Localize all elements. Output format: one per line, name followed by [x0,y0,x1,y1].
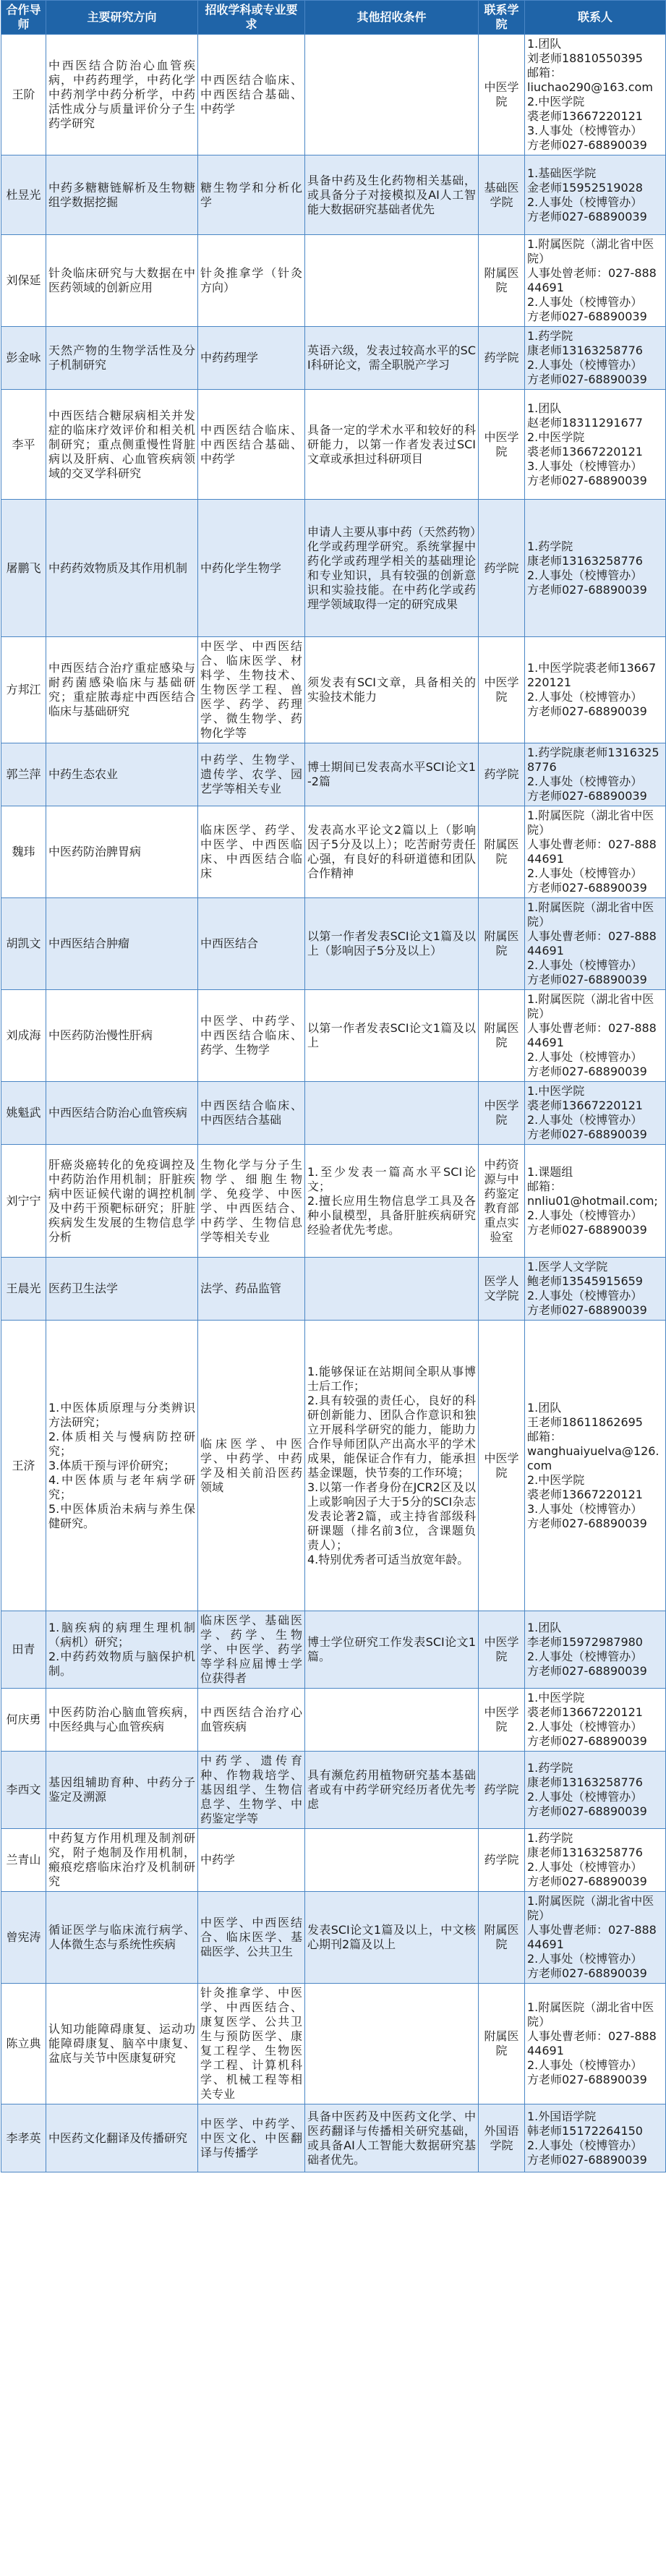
cell-major: 糖生物学和分析化学 [198,155,305,235]
cell-mentor: 田青 [1,1611,46,1689]
cell-contact: 1.附属医院（湖北省中医院） 人事处曹老师：027-88844691 2.人事处（校博管办） 方老师027-68890039 [525,990,666,1082]
cell-major: 中药学、遗传育种、作物栽培学、基因组学、生物信息学、生物学、中药鉴定学等 [198,1752,305,1829]
header-college: 联系学院 [479,1,525,35]
cell-direction: 中西医结合肿瘤 [46,898,198,990]
cell-mentor: 李西文 [1,1752,46,1829]
cell-contact: 1.附属医院（湖北省中医院） 人事处曾老师：027-88844691 2.人事处（校博管办） 方老师027-68890039 [525,235,666,327]
header-direction: 主要研究方向 [46,1,198,35]
table-row [1,898,666,990]
table-row [1,35,666,155]
table-row [1,1984,666,2104]
table-row [1,1611,666,1689]
cell-direction: 中药多糖糖链解析及生物糖组学数据挖掘 [46,155,198,235]
header-contact: 联系人 [525,1,666,35]
cell-mentor: 方邦江 [1,637,46,743]
cell-direction: 1.脑疾病的病理生理机制（病机）研究； 2.中药药效物质与脑保护机制。 [46,1611,198,1689]
cell-major: 针灸推拿学、中医学、中西医结合、康复医学、公共卫生与预防医学、康复工程学、生物医学工程、计算机科学、机械工程等相关专业 [198,1984,305,2104]
cell-major: 临床医学、药学、中医学、中西医临床、中西医结合临床 [198,806,305,898]
cell-college: 基础医学院 [479,155,525,235]
cell-direction: 医药卫生法学 [46,1258,198,1321]
cell-mentor: 陈立典 [1,1984,46,2104]
cell-contact: 1.附属医院（湖北省中医院） 人事处曹老师：027-88844691 2.人事处（校博管办） 方老师027-68890039 [525,806,666,898]
table-row [1,1752,666,1829]
cell-major: 生物化学与分子生物学、细胞生物学、免疫学、中医学、中西医结合、中药学、生物信息学等相关专业 [198,1145,305,1258]
cell-conditions [305,1082,479,1145]
table-row [1,1689,666,1752]
cell-major: 临床医学、基础医学、药学、生物学、中医学、药学等学科应届博士学位获得者 [198,1611,305,1689]
cell-college: 中医学院 [479,1321,525,1611]
table-row [1,806,666,898]
cell-conditions: 英语六级，发表过较高水平的SCI科研论文，需全职脱产学习 [305,327,479,390]
cell-direction: 肝癌炎癌转化的免疫调控及中药防治作用机制；肝脏疾病中医证候代谢的调控机制及中药干预靶标研究；肝脏疾病发生发展的生物信息学分析 [46,1145,198,1258]
cell-college: 附属医院 [479,1892,525,1984]
cell-direction: 中医药文化翻译及传播研究 [46,2104,198,2172]
cell-college: 药学院 [479,743,525,806]
cell-mentor: 何庆勇 [1,1689,46,1752]
cell-contact: 1.附属医院（湖北省中医院） 人事处曹老师：027-88844691 2.人事处（校博管办） 方老师027-68890039 [525,1984,666,2104]
cell-mentor: 魏玮 [1,806,46,898]
cell-mentor: 曾宪涛 [1,1892,46,1984]
cell-conditions: 具备一定的学术水平和较好的科研能力，以第一作者发表过SCI文章或承担过科研项目 [305,390,479,500]
cell-college: 附属医院 [479,1984,525,2104]
cell-contact: 1.外国语学院 韩老师15172264150 2.人事处（校博管办） 方老师027-68890039 [525,2104,666,2172]
cell-college: 附属医院 [479,990,525,1082]
cell-conditions [305,1689,479,1752]
cell-college: 中医学院 [479,35,525,155]
cell-direction: 中西医结合防治心血管疾病 [46,1082,198,1145]
cell-conditions [305,35,479,155]
cell-major: 中西医结合治疗心血管疾病 [198,1689,305,1752]
table-row [1,155,666,235]
cell-conditions: 具备中药及生化药物相关基础，或具备分子对接模拟及AI人工智能大数据研究基础者优先 [305,155,479,235]
cell-conditions: 1.能够保证在站期间全职从事博士后工作； 2.具有较强的责任心，良好的科研创新能力、团队合作意识和独立开展科学研究的能力，能助力合作导师团队产出高水平的学术成果，能保证合作有力，能承担基金课题，快节奏的工作环境； 3.以第一作者身份在JCR2区及以上或影响因子大于5分的SCI杂志发表论著2篇，或主持省部级科研课题（排名前3位，含课题负责人）； 4.特别优秀者可适当放宽年龄。 [305,1321,479,1611]
cell-major: 针灸推拿学（针灸方向） [198,235,305,327]
table-row [1,743,666,806]
cell-contact: 1.中医学院裘老师13667220121 2.人事处（校博管办） 方老师027-68890039 [525,637,666,743]
table-row [1,1082,666,1145]
table-row [1,235,666,327]
cell-major: 临床医学、中医学、中药学、中药学及相关前沿医药领域 [198,1321,305,1611]
cell-contact: 1.基础医学院 金老师15952519028 2.人事处（校博管办） 方老师027-68890039 [525,155,666,235]
cell-conditions: 申请人主要从事中药（天然药物）化学或药理学研究。系统掌握中药化学或药理学相关的基础理论和专业知识，具有较强的创新意识和实验技能。在中药化学或药理学领域取得一定的研究成果 [305,500,479,637]
cell-conditions: 博士学位研究工作发表SCI论文1篇。 [305,1611,479,1689]
cell-contact: 1.药学院 康老师13163258776 2.人事处（校博管办） 方老师027-68890039 [525,1829,666,1892]
cell-direction: 1.中医体质原理与分类辨识方法研究； 2.体质相关与慢病防控研究； 3.体质干预与评价研究； 4.中医体质与老年病学研究； 5.中医体质治未病与养生保健研究。 [46,1321,198,1611]
cell-mentor: 李平 [1,390,46,500]
cell-direction: 中药药效物质及其作用机制 [46,500,198,637]
cell-mentor: 姚魁武 [1,1082,46,1145]
cell-conditions: 博士期间已发表高水平SCI论文1-2篇 [305,743,479,806]
cell-direction: 天然产物的生物学活性及分子机制研究 [46,327,198,390]
cell-college: 中医学院 [479,1082,525,1145]
cell-contact: 1.团队 王老师18611862695 邮箱： wanghuaiyuelva@126.com 2.中医学院 裘老师13667220121 3.人事处（校博管办） 方老师027-68890039 [525,1321,666,1611]
cell-contact: 1.课题组 邮箱： nnliu01@hotmail.com; 2.人事处（校博管办） 方老师027-68890039 [525,1145,666,1258]
cell-conditions: 以第一作者发表SCI论文1篇及以上 [305,990,479,1082]
table-row [1,1892,666,1984]
cell-contact: 1.中医学院 裘老师13667220121 2.人事处（校博管办） 方老师027-68890039 [525,1689,666,1752]
cell-conditions [305,1258,479,1321]
cell-direction: 中药复方作用机理及制剂研究，附子炮制及作用机制，瘢痕疙瘩临床治疗及机制研究 [46,1829,198,1892]
cell-direction: 中药生态农业 [46,743,198,806]
cell-major: 中药药理学 [198,327,305,390]
cell-college: 附属医院 [479,806,525,898]
cell-college: 药学院 [479,1829,525,1892]
cell-college: 药学院 [479,500,525,637]
cell-conditions: 须发表有SCI文章，具备相关的实验技术能力 [305,637,479,743]
cell-major: 中医学、中药学、中医文化、中医翻译与传播学 [198,2104,305,2172]
cell-direction: 循证医学与临床流行病学、人体微生态与系统性疾病 [46,1892,198,1984]
cell-mentor: 刘成海 [1,990,46,1082]
cell-college: 医学人文学院 [479,1258,525,1321]
table-row [1,327,666,390]
header-conditions: 其他招收条件 [305,1,479,35]
table-row [1,1321,666,1611]
cell-contact: 1.团队 刘老师18810550395 邮箱： liuchao290@163.com 2.中医学院 裘老师13667220121 3.人事处（校博管办） 方老师027-68890039 [525,35,666,155]
cell-direction: 中西医结合糖尿病相关并发症的临床疗效评价和相关机制研究；重点侧重慢性肾脏病以及肝病、心血管疾病领域的交叉学科研究 [46,390,198,500]
cell-direction: 中医药防治心脑血管疾病，中医经典与心血管疾病 [46,1689,198,1752]
table-row [1,2104,666,2172]
table-row [1,500,666,637]
cell-college: 中医学院 [479,390,525,500]
header-mentor: 合作导师 [1,1,46,35]
cell-contact: 1.附属医院（湖北省中医院） 人事处曹老师：027-88844691 2.人事处（校博管办） 方老师027-68890039 [525,898,666,990]
cell-conditions [305,235,479,327]
cell-direction: 基因组辅助育种、中药分子鉴定及溯源 [46,1752,198,1829]
cell-mentor: 彭金咏 [1,327,46,390]
cell-conditions: 1.至少发表一篇高水平SCI论文； 2.擅长应用生物信息学工具及各种小鼠模型，具备肝脏疾病研究经验者优先考虑。 [305,1145,479,1258]
cell-conditions [305,1984,479,2104]
cell-college: 中药资源与中药鉴定教育部重点实验室 [479,1145,525,1258]
cell-mentor: 屠鹏飞 [1,500,46,637]
cell-college: 药学院 [479,327,525,390]
cell-major: 中医学、中药学、中西医结合临床、药学、生物学 [198,990,305,1082]
cell-direction: 中西医结合治疗重症感染与耐药菌感染临床与基础研究；重症脓毒症中西医结合临床与基础研究 [46,637,198,743]
cell-major: 中医学、中西医结合、临床医学、材料学、生物技术、生物医学工程、兽医学、药学、药理学、微生物学、药物化学等 [198,637,305,743]
cell-contact: 1.药学院 康老师13163258776 2.人事处（校博管办） 方老师027-68890039 [525,327,666,390]
table-header-row [1,1,666,35]
cell-direction: 认知功能障碍康复、运动功能障碍康复、脑卒中康复、盆底与关节中医康复研究 [46,1984,198,2104]
cell-mentor: 刘宁宁 [1,1145,46,1258]
cell-college: 外国语学院 [479,2104,525,2172]
cell-contact: 1.药学院 康老师13163258776 2.人事处（校博管办） 方老师027-68890039 [525,1752,666,1829]
cell-major: 中药学、生物学、遗传学、农学、园艺学等相关专业 [198,743,305,806]
cell-direction: 中医药防治慢性肝病 [46,990,198,1082]
cell-conditions [305,1829,479,1892]
cell-direction: 针灸临床研究与大数据在中医药领域的创新应用 [46,235,198,327]
table-row [1,1258,666,1321]
cell-conditions: 以第一作者发表SCI论文1篇及以上（影响因子5分及以上） [305,898,479,990]
table-row [1,1145,666,1258]
cell-major: 中西医结合 [198,898,305,990]
cell-major: 中西医结合临床、中西医结合基础、中药学 [198,390,305,500]
cell-college: 中医学院 [479,1611,525,1689]
cell-college: 药学院 [479,1752,525,1829]
cell-contact: 1.附属医院（湖北省中医院） 人事处曹老师：027-88844691 2.人事处（校博管办） 方老师027-68890039 [525,1892,666,1984]
cell-major: 中药学 [198,1829,305,1892]
table-row [1,390,666,500]
cell-mentor: 王晨光 [1,1258,46,1321]
cell-major: 法学、药品监管 [198,1258,305,1321]
cell-contact: 1.团队 李老师15972987980 2.人事处（校博管办） 方老师027-68890039 [525,1611,666,1689]
cell-contact: 1.团队 赵老师18311291677 2.中医学院 裘老师13667220121 3.人事处（校博管办） 方老师027-68890039 [525,390,666,500]
cell-mentor: 李孝英 [1,2104,46,2172]
cell-college: 附属医院 [479,235,525,327]
cell-mentor: 刘保延 [1,235,46,327]
cell-mentor: 王阶 [1,35,46,155]
cell-contact: 1.药学院康老师13163258776 2.人事处（校博管办） 方老师027-68890039 [525,743,666,806]
cell-major: 中西医结合临床、中西医结合基础、中药学 [198,35,305,155]
cell-conditions: 具备中医药及中医药文化学、中医药翻译与传播相关研究基础，或具备AI人工智能大数据研究基础者优先。 [305,2104,479,2172]
cell-major: 中医学、中西医结合、临床医学、基础医学、公共卫生 [198,1892,305,1984]
cell-conditions: 发表高水平论文2篇以上（影响因子5分及以上）；吃苦耐劳责任心强，有良好的科研道德和团队合作精神 [305,806,479,898]
cell-mentor: 王济 [1,1321,46,1611]
table-row [1,1829,666,1892]
cell-contact: 1.医学人文学院 鲍老师13545915659 2.人事处（校博管办） 方老师027-68890039 [525,1258,666,1321]
cell-conditions: 发表SCI论文1篇及以上，中文核心期刊2篇及以上 [305,1892,479,1984]
cell-direction: 中西医结合防治心血管疾病，中药药理学，中药化学中药剂学中药分析学，中药活性成分与质量评价分子生药学研究 [46,35,198,155]
cell-college: 附属医院 [479,898,525,990]
cell-mentor: 兰青山 [1,1829,46,1892]
cell-major: 中药化学生物学 [198,500,305,637]
cell-contact: 1.药学院 康老师13163258776 2.人事处（校博管办） 方老师027-68890039 [525,500,666,637]
header-major: 招收学科或专业要求 [198,1,305,35]
cell-mentor: 郭兰萍 [1,743,46,806]
table-row [1,637,666,743]
table-row [1,990,666,1082]
cell-major: 中西医结合临床、中西医结合基础 [198,1082,305,1145]
cell-direction: 中医药防治脾胃病 [46,806,198,898]
mentor-recruitment-table [1,0,666,2172]
cell-college: 中医学院 [479,637,525,743]
cell-contact: 1.中医学院 裘老师13667220121 2.人事处（校博管办） 方老师027-68890039 [525,1082,666,1145]
cell-conditions: 具有濒危药用植物研究基本基础者或有中药学研究经历者优先考虑 [305,1752,479,1829]
cell-college: 中医学院 [479,1689,525,1752]
cell-mentor: 杜昱光 [1,155,46,235]
cell-mentor: 胡凯文 [1,898,46,990]
